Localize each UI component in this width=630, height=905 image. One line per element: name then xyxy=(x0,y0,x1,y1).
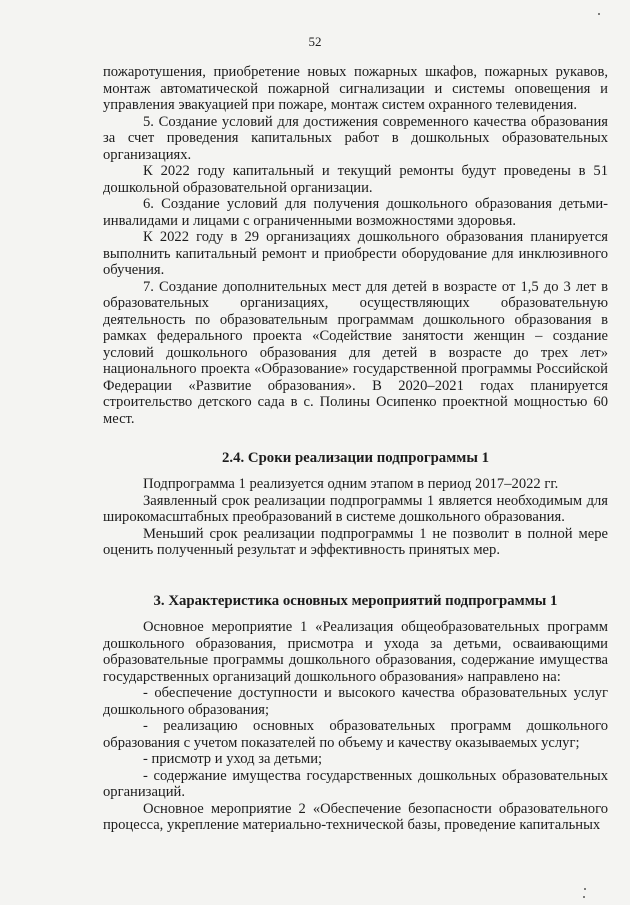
paragraph: Меньший срок реализации подпрограммы 1 не позволит в полной мере оценить полученный результат и эффективность принятых мер. xyxy=(103,525,608,558)
scan-speck xyxy=(598,13,600,15)
paragraph: Заявленный срок реализации подпрограммы 1 является необходимым для широкомасштабных преобразований в системе дошкольного образования. xyxy=(103,492,608,525)
scan-speck xyxy=(583,896,585,898)
body-text-block-3 xyxy=(103,619,608,834)
list-item: - присмотр и уход за детьми; xyxy=(143,751,323,767)
paragraph: пожаротушения, приобретение новых пожарных шкафов, пожарных рукавов, монтаж автоматической пожарной сигнализации и системы оповещения и управления эвакуацией при пожаре, монтаж систем охранного телевидения. xyxy=(103,64,608,113)
list-item: - обеспечение доступности и высокого качества образовательных услуг дошкольного образования; xyxy=(103,685,608,718)
page-number: 52 xyxy=(308,34,322,49)
section-heading-2-4: 2.4. Сроки реализации подпрограммы 1 xyxy=(221,450,490,466)
paragraph: К 2022 году в 29 организациях дошкольного образования планируется выполнить капитальный ремонт и приобрести оборудование для инклюзивного обучения. xyxy=(103,229,608,278)
body-text-block-2 xyxy=(103,476,608,559)
paragraph: К 2022 году капитальный и текущий ремонты будут проведены в 51 дошкольной образовательной организации. xyxy=(103,163,608,196)
section-heading-3: 3. Характеристика основных мероприятий подпрограммы 1 xyxy=(153,593,558,609)
body-text-block-1 xyxy=(103,64,608,427)
scan-speck xyxy=(584,888,586,890)
paragraph: Основное мероприятие 1 «Реализация общеобразовательных программ дошкольного образования, присмотра и ухода за детьми, осваивающими образовательные программы дошкольного образования, содержание имущества государственных организаций дошкольного образования» направлено на: xyxy=(103,619,608,685)
list-item: - содержание имущества государственных дошкольных образовательных организаций. xyxy=(103,767,608,800)
paragraph: Подпрограмма 1 реализуется одним этапом в период 2017–2022 гг. xyxy=(143,476,559,492)
paragraph: 5. Создание условий для достижения современного качества образования за счет проведения капитальных работ в дошкольных образовательных организациях. xyxy=(103,113,608,163)
paragraph: 7. Создание дополнительных мест для детей в возрасте от 1,5 до 3 лет в образовательных организациях, осуществляющих образовательную деятельность по образовательным программам дошкольного образования в рамках федерального проекта «Содействие занятости женщин – создание условий дошкольного образования для детей в возрасте до трех лет» национального проекта «Образование» государственной программы Российской Федерации «Развитие образования». В 2020–2021 годах планируется строительство детского сада в с. Полины Осипенко проектной мощностью 60 мест. xyxy=(103,278,608,427)
paragraph: 6. Создание условий для получения дошкольного образования детьми-инвалидами и лицами с ограниченными возможностями здоровья. xyxy=(103,196,608,229)
paragraph: Основное мероприятие 2 «Обеспечение безопасности образовательного процесса, укрепление материально-технической базы, проведение капитальных xyxy=(103,800,608,833)
list-item: - реализацию основных образовательных программ дошкольного образования с учетом показателей по объему и качеству оказываемых услуг; xyxy=(103,718,608,751)
